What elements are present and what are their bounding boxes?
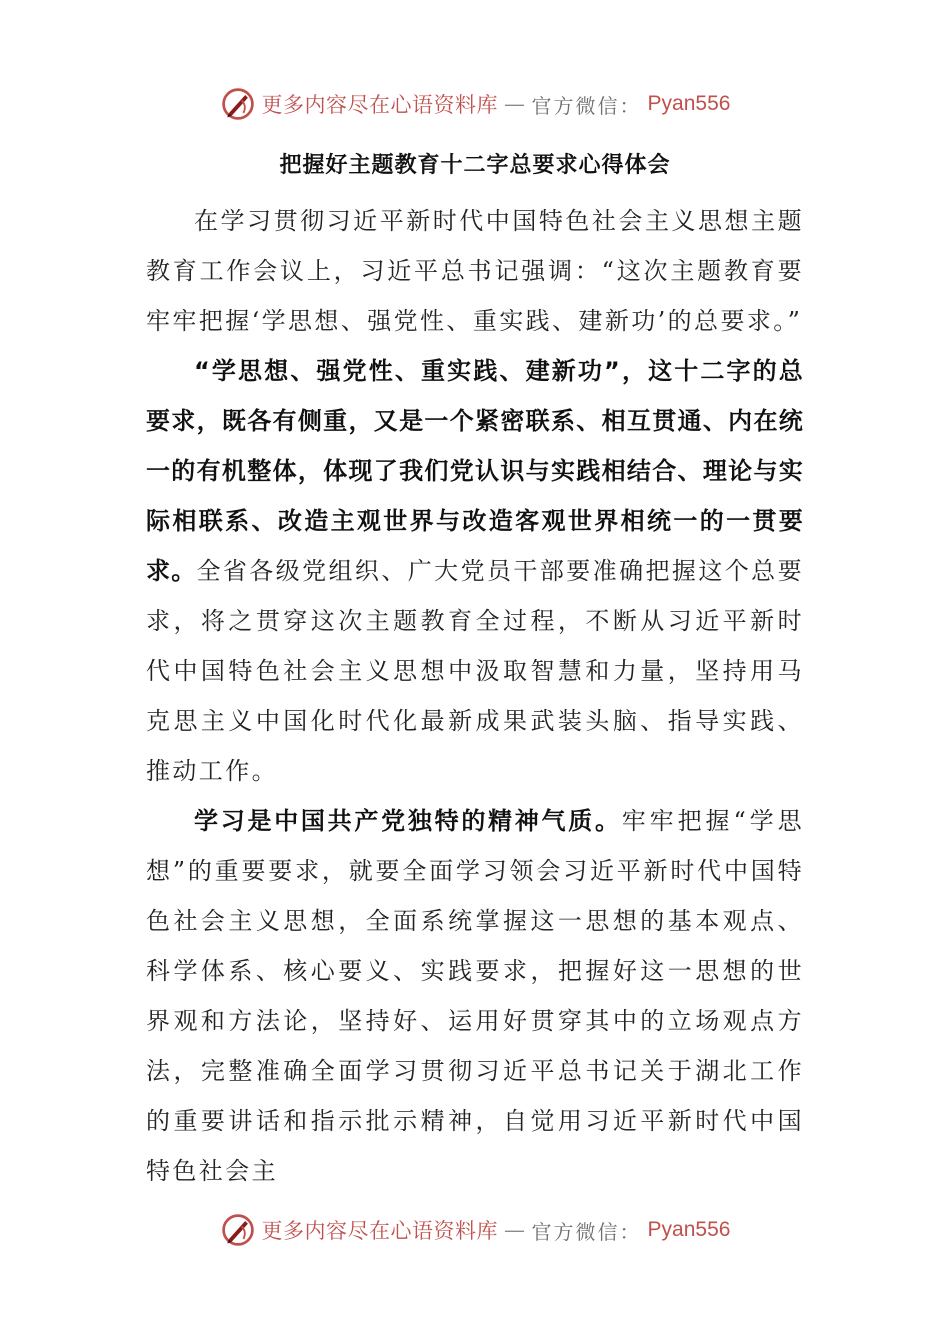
banner-wechat-id: Pyan556: [647, 92, 731, 115]
banner-title: 更多内容尽在心语资料库: [261, 93, 499, 117]
document-body: [146, 196, 804, 1196]
footer-banner-dash: —: [504, 1218, 526, 1242]
footer-official-label: 官方微信：: [531, 1219, 642, 1244]
banner-official-label: 官方微信：: [531, 93, 642, 118]
paragraph-1-text: 在学习贯彻习近平新时代中国特色社会主义思想主题教育工作会议上，习近平总书记强调：“这次主题教育要牢牢把握‘学思想、强党性、重实践、建新功’的总要求。”: [146, 207, 804, 335]
footer-banner: [0, 1208, 950, 1252]
banner-dash: —: [504, 92, 526, 116]
document-title: 把握好主题教育十二字总要求心得体会: [279, 153, 671, 178]
paragraph-2: [146, 346, 804, 796]
pen-circle-logo-icon: [220, 86, 256, 122]
header-banner: [0, 82, 950, 126]
paragraph-3-bold: 学习是中国共产党独特的精神气质。: [194, 807, 622, 835]
paragraph-3-text: 牢牢把握“学思想”的重要要求，就要全面学习领会习近平新时代中国特色社会主义思想，全面系统掌握这一思想的基本观点、科学体系、核心要义、实践要求，把握好这一思想的世界观和方法论，坚持好、运用好贯穿其中的立场观点方法，完整准确全面学习贯彻习近平总书记关于湖北工作的重要讲话和指示批示精神，自觉用习近平新时代中国特色社会主: [146, 807, 804, 1185]
paragraph-2-bold: “学思想、强党性、重实践、建新功”，这十二字的总要求，既各有侧重，又是一个紧密联系、相互贯通、内在统一的有机整体，体现了我们党认识与实践相结合、理论与实际相联系、改造主观世界与改造客观世界相统一的一贯要求。: [146, 357, 804, 585]
footer-wechat-id: Pyan556: [647, 1218, 731, 1241]
footer-banner-title: 更多内容尽在心语资料库: [261, 1219, 499, 1243]
paragraph-2-text: 全省各级党组织、广大党员干部要准确把握这个总要求，将之贯穿这次主题教育全过程，不断从习近平新时代中国特色社会主义思想中汲取智慧和力量，坚持用马克思主义中国化时代化最新成果武装头脑、指导实践、推动工作。: [146, 557, 804, 785]
paragraph-3: [146, 796, 804, 1196]
pen-circle-logo-icon: [220, 1212, 256, 1248]
paragraph-1: [146, 196, 804, 346]
